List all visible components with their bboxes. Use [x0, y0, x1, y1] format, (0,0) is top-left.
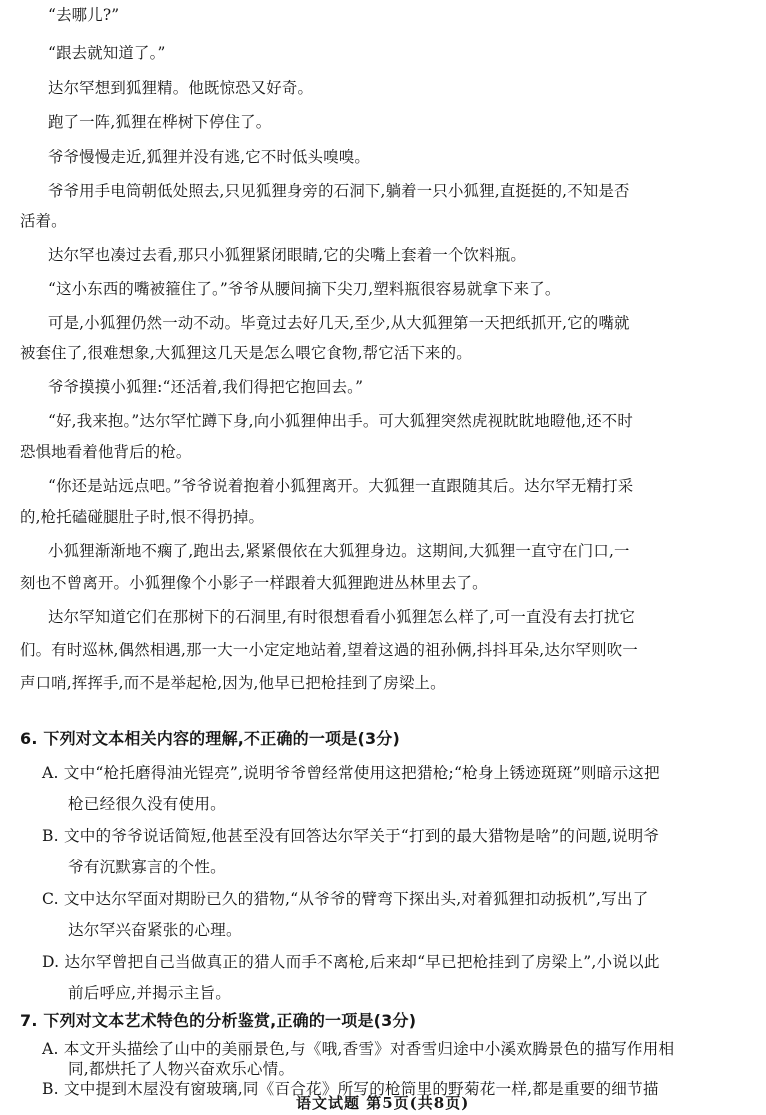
story-line: 们。有时巡林,偶然相遇,那一大一小定定地站着,望着这過的祖孙俩,抖抖耳朵,达尔罕则吹一: [20, 641, 638, 659]
story-line: 爷爷慢慢走近,狐狸并没有逃,它不时低头嗅嗅。: [48, 148, 370, 166]
question-stem: 7. 下列对文本艺术特色的分析鉴赏,正确的一项是(3分): [20, 1011, 417, 1030]
page-footer: 语文试题 第5页(共8页): [296, 1094, 470, 1112]
option-c: C. 文中达尔罕面对期盼已久的猎物,“从爷爷的臂弯下探出头,对着狐狸扣动扳机”,写出了: [42, 890, 649, 908]
story-line: “去哪儿?”: [48, 6, 120, 24]
story-line: 爷爷用手电筒朝低处照去,只见狐狸身旁的石洞下,躺着一只小狐狸,直挺挺的,不知是否: [48, 182, 630, 200]
story-line: 达尔罕也凑过去看,那只小狐狸紧闭眼睛,它的尖嘴上套着一个饮料瓶。: [48, 246, 526, 264]
option-b: B. 文中的爷爷说话简短,他甚至没有回答达尔罕关于“打到的最大猎物是啥”的问题,说明爷: [42, 827, 660, 845]
story-line: 达尔罕想到狐狸精。他既惊恐又好奇。: [48, 79, 314, 97]
option-d-cont: 前后呼应,并揭示主旨。: [68, 984, 232, 1002]
story-line: 达尔罕知道它们在那树下的石洞里,有时很想看看小狐狸怎么样了,可一直没有去打扰它: [48, 608, 636, 626]
question-stem: 6. 下列对文本相关内容的理解,不正确的一项是(3分): [20, 729, 401, 748]
option-a: A. 文中“枪托磨得油光锃亮”,说明爷爷曾经常使用这把猎枪;“枪身上锈迹斑斑”则暗示这把: [42, 764, 660, 782]
story-line: 被套住了,很难想象,大狐狸这几天是怎么喂它食物,帮它活下来的。: [20, 344, 472, 362]
option-d: D. 达尔罕曾把自己当做真正的猎人而手不离枪,后来却“早已把枪挂到了房梁上”,小说以此: [42, 953, 660, 971]
option-a-cont: 枪已经很久没有使用。: [68, 795, 226, 813]
story-line: “好,我来抱。”达尔罕忙蹲下身,向小狐狸伸出手。可大狐狸突然虎视眈眈地瞪他,还不时: [48, 412, 633, 430]
story-line: “你还是站远点吧。”爷爷说着抱着小狐狸离开。大狐狸一直跟随其后。达尔罕无精打采: [48, 477, 634, 495]
story-line: “跟去就知道了。”: [48, 44, 166, 62]
story-line: 刻也不曾离开。小狐狸像个小影子一样跟着大狐狸跑进丛林里去了。: [20, 574, 488, 592]
story-line: 活着。: [20, 212, 67, 230]
story-line: 跑了一阵,狐狸在桦树下停住了。: [48, 113, 272, 131]
option-c-cont: 达尔罕兴奋紧张的心理。: [68, 921, 242, 939]
story-line: 爷爷摸摸小狐狸:“还活着,我们得把它抱回去。”: [48, 378, 364, 396]
story-line: 声口哨,挥挥手,而不是举起枪,因为,他早已把枪挂到了房梁上。: [20, 674, 446, 692]
story-line: 的,枪托磕碰腿肚子时,恨不得扔掉。: [20, 508, 265, 526]
story-line: 小狐狸渐渐地不瘸了,跑出去,紧紧偎依在大狐狸身边。这期间,大狐狸一直守在门口,一: [48, 542, 630, 560]
story-line: 恐惧地看着他背后的枪。: [20, 443, 192, 461]
option-b-cont: 爷有沉默寡言的个性。: [68, 858, 226, 876]
option-a: A. 本文开头描绘了山中的美丽景色,与《哦,香雪》对香雪归途中小溪欢腾景色的描写作用相: [42, 1040, 675, 1058]
story-line: 可是,小狐狸仍然一动不动。毕竟过去好几天,至少,从大狐狸第一天把纸抓开,它的嘴就: [48, 314, 630, 332]
option-b-cont: [68, 1098, 231, 1112]
story-line: “这小东西的嘴被箍住了。”爷爷从腰间摘下尖刀,塑料瓶很容易就拿下来了。: [48, 280, 561, 298]
option-b: B. 文中提到木屋没有窗玻璃,同《百合花》所写的枪筒里的野菊花一样,都是重要的细节描: [42, 1080, 659, 1098]
option-c-cont: [68, 1062, 263, 1084]
option-a-cont: 同,都烘托了人物兴奋欢乐心情。: [68, 1060, 295, 1078]
